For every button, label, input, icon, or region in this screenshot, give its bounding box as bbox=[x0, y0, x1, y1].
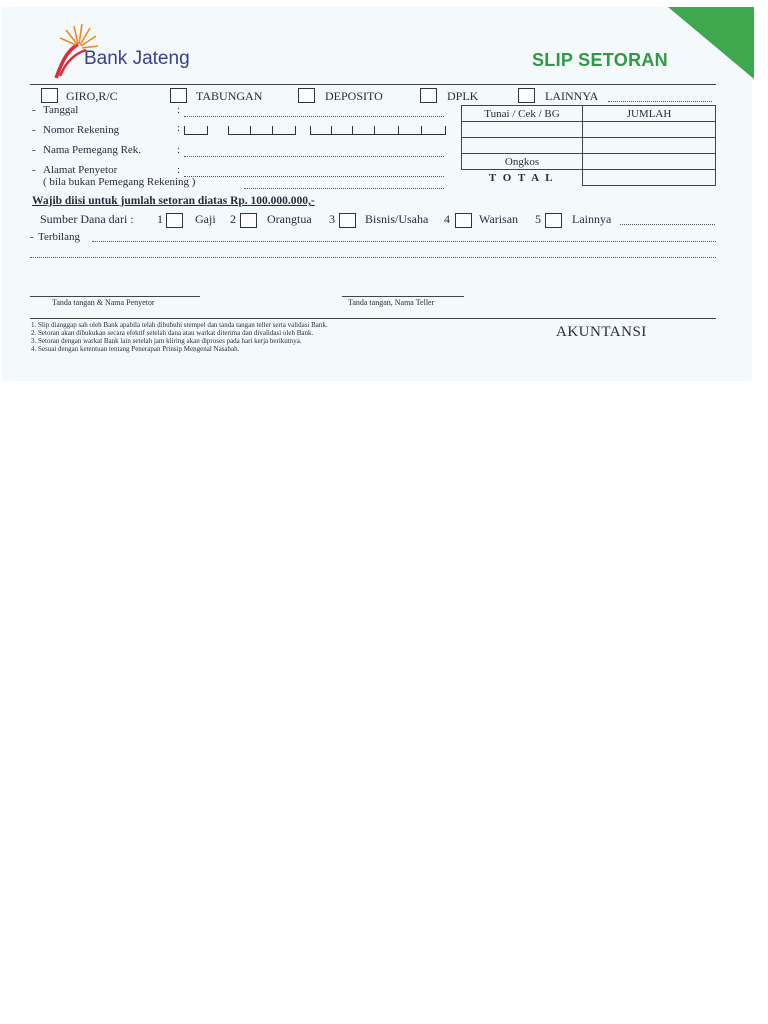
label-bisnis: Bisnis/Usaha bbox=[365, 212, 429, 226]
label-giro: GIRO,R/C bbox=[66, 89, 118, 103]
terbilang-field-2[interactable] bbox=[30, 257, 716, 258]
note-2: 2. Setoran akan dibukukan secara efektif setelah dana atau warkat diterima dan divalidasi oleh Bank. bbox=[31, 329, 314, 337]
label-total: T O T A L bbox=[462, 170, 583, 186]
alamat-note: ( bila bukan Pemegang Rekening ) bbox=[43, 176, 196, 188]
label-tanggal: Tanggal bbox=[43, 104, 79, 116]
col-tunai-cek-bg: Tunai / Cek / BG bbox=[462, 106, 583, 122]
mandatory-note: Wajib diisi untuk jumlah setoran diatas Rp. 100.000.000,- bbox=[32, 195, 315, 207]
note-1: 1. Slip dianggap sah oleh Bank apabila telah dibubuhi stempel dan tanda tangan teller serta validasi Bank. bbox=[31, 321, 328, 329]
lainnya-dana-field[interactable] bbox=[620, 224, 715, 225]
label-gaji: Gaji bbox=[195, 212, 216, 226]
label-ongkos: Ongkos bbox=[462, 154, 583, 170]
alamat-field-1[interactable] bbox=[184, 176, 444, 177]
label-nama-pemegang: Nama Pemegang Rek. bbox=[43, 144, 142, 156]
checkbox-dplk[interactable] bbox=[420, 88, 437, 103]
label-lainnya: LAINNYA bbox=[545, 89, 599, 103]
checkbox-lainnya-dana[interactable] bbox=[545, 213, 562, 228]
terbilang-field-1[interactable] bbox=[92, 241, 716, 242]
tanggal-field[interactable] bbox=[184, 116, 444, 117]
dash: - bbox=[32, 104, 36, 116]
corner-ribbon bbox=[668, 7, 754, 79]
label-deposito: DEPOSITO bbox=[325, 89, 383, 103]
bottom-rule bbox=[30, 318, 716, 319]
signature-line-teller[interactable] bbox=[342, 296, 464, 297]
amount-cell[interactable] bbox=[583, 122, 716, 138]
label-sumber-dana: Sumber Dana dari : bbox=[40, 212, 134, 226]
top-rule bbox=[30, 84, 716, 85]
amount-cell[interactable] bbox=[462, 122, 583, 138]
account-box-group-1[interactable] bbox=[184, 126, 208, 135]
amount-table bbox=[461, 105, 716, 186]
label-alamat-penyetor: Alamat Penyetor bbox=[43, 164, 118, 176]
checkbox-gaji[interactable] bbox=[166, 213, 183, 228]
note-3: 3. Setoran dengan warkat Bank lain setelah jam kliring akan diproses pada hari kerja berikutnya. bbox=[31, 337, 302, 345]
note-4: 4. Sesuai dengan ketentuan tentang Penerapan Prinsip Mengenal Nasabah. bbox=[31, 345, 240, 353]
checkbox-bisnis[interactable] bbox=[339, 213, 356, 228]
slip-title: SLIP SETORAN bbox=[532, 50, 668, 70]
checkbox-orangtua[interactable] bbox=[240, 213, 257, 228]
checkbox-giro[interactable] bbox=[41, 88, 58, 103]
label-warisan: Warisan bbox=[479, 212, 519, 226]
label-orangtua: Orangtua bbox=[267, 212, 312, 226]
amount-cell[interactable] bbox=[462, 138, 583, 154]
checkbox-tabungan[interactable] bbox=[170, 88, 187, 103]
col-jumlah: JUMLAH bbox=[583, 106, 716, 122]
total-amount[interactable] bbox=[583, 170, 716, 186]
checkbox-deposito[interactable] bbox=[298, 88, 315, 103]
lainnya-fill-line[interactable] bbox=[608, 101, 712, 102]
label-signature-teller: Tanda tangan, Nama Teller bbox=[348, 298, 435, 307]
copy-label: AKUNTANSI bbox=[556, 324, 647, 340]
label-terbilang: Terbilang bbox=[38, 231, 80, 243]
bank-name: Bank Jateng bbox=[84, 48, 190, 69]
checkbox-lainnya[interactable] bbox=[518, 88, 535, 103]
label-tabungan: TABUNGAN bbox=[196, 89, 263, 103]
signature-line-penyetor[interactable] bbox=[30, 296, 200, 297]
label-nomor-rekening: Nomor Rekening bbox=[43, 124, 120, 136]
checkbox-warisan[interactable] bbox=[455, 213, 472, 228]
label-lainnya-dana: Lainnya bbox=[572, 212, 612, 226]
ongkos-amount[interactable] bbox=[583, 154, 716, 170]
amount-cell[interactable] bbox=[583, 138, 716, 154]
nama-pemegang-field[interactable] bbox=[184, 156, 444, 157]
account-box-group-2[interactable] bbox=[228, 126, 296, 135]
label-signature-penyetor: Tanda tangan & Nama Penyetor bbox=[52, 298, 155, 307]
label-dplk: DPLK bbox=[447, 89, 479, 103]
alamat-field-2[interactable] bbox=[244, 188, 444, 189]
